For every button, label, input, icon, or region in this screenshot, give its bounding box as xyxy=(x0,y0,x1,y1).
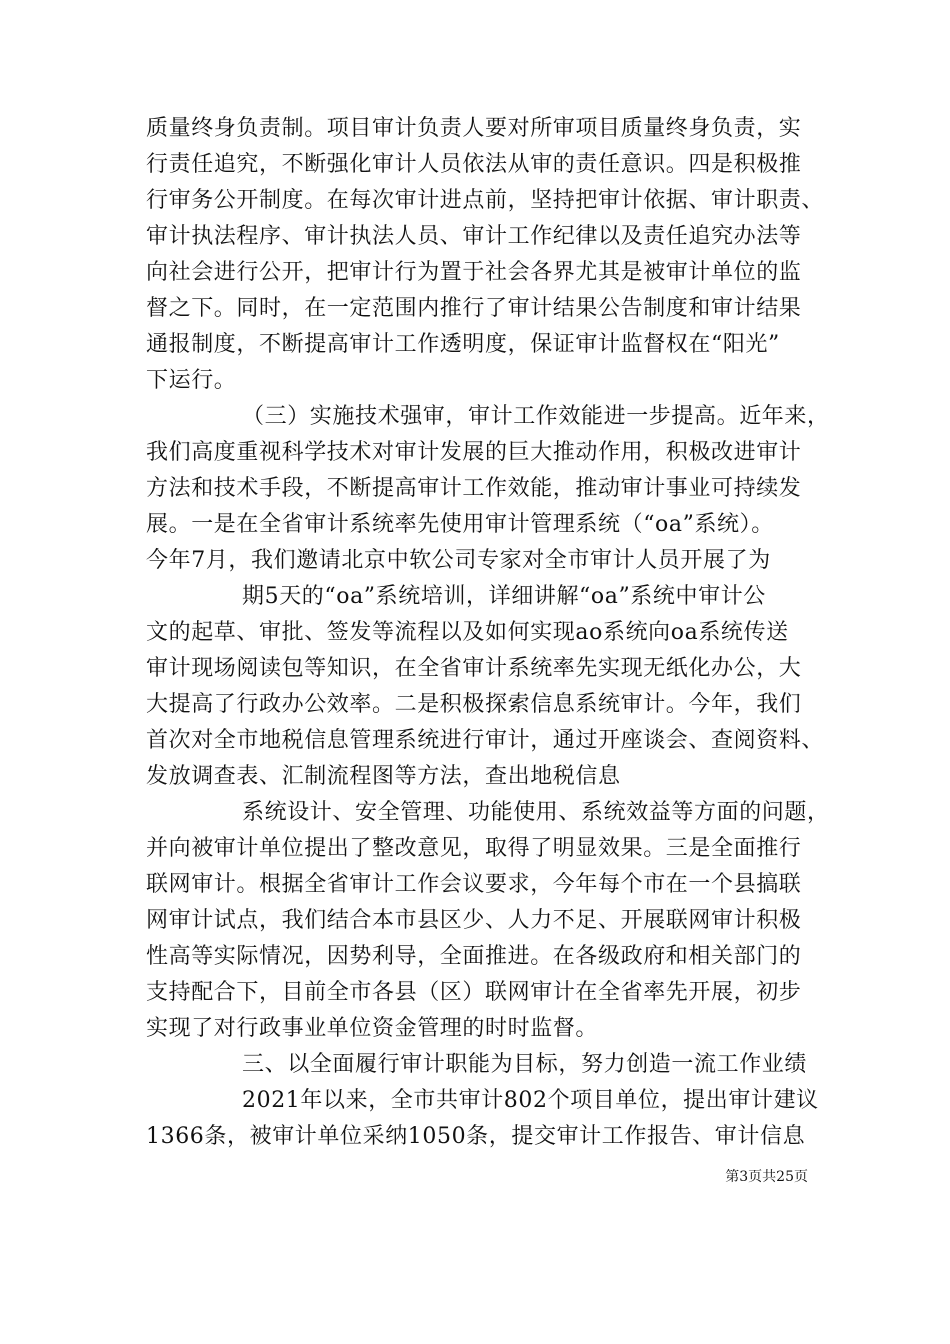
text-line: 性高等实际情况，因势利导，全面推进。在各级政府和相关部门的 xyxy=(146,944,802,969)
section-heading: 三、以全面履行审计职能为目标，努力创造一流工作业绩 xyxy=(242,1052,808,1077)
text-line: 文的起草、审批、签发等流程以及如何实现ao系统向oa系统传送 xyxy=(146,620,789,645)
text-line: 2021年以来，全市共审计802个项目单位，提出审计建议 xyxy=(242,1088,819,1113)
text-line: 实现了对行政事业单位资金管理的时时监督。 xyxy=(146,1016,599,1041)
text-line: 发放调查表、汇制流程图等方法，查出地税信息 xyxy=(146,764,621,789)
text-line: 期5天的“oa”系统培训，详细讲解“oa”系统中审计公 xyxy=(242,584,766,609)
page-number: 第3页共25页 xyxy=(725,1169,808,1185)
text-line: 审计现场阅读包等知识，在全省审计系统率先实现无纸化办公，大 xyxy=(146,656,802,681)
text-line: 支持配合下，目前全市各县（区）联网审计在全省率先开展，初步 xyxy=(146,980,802,1005)
text-line: 行责任追究，不断强化审计人员依法从审的责任意识。四是积极推 xyxy=(146,152,802,177)
text-line: 大提高了行政办公效率。二是积极探索信息系统审计。今年，我们 xyxy=(146,692,802,717)
text-line: 下运行。 xyxy=(146,368,237,393)
text-line: 系统设计、安全管理、功能使用、系统效益等方面的问题， xyxy=(242,800,830,825)
text-line: 首次对全市地税信息管理系统进行审计，通过开座谈会、查阅资料、 xyxy=(146,728,825,753)
text-line: 展。一是在全省审计系统率先使用审计管理系统（“oa”系统）。 xyxy=(146,512,774,537)
text-line: 督之下。同时，在一定范围内推行了审计结果公告制度和审计结果 xyxy=(146,296,802,321)
text-line: 质量终身负责制。项目审计负责人要对所审项目质量终身负责，实 xyxy=(146,116,802,141)
text-line: 通报制度，不断提高审计工作透明度，保证审计监督权在“阳光” xyxy=(146,332,780,357)
text-line: 审计执法程序、审计执法人员、审计工作纪律以及责任追究办法等 xyxy=(146,224,802,249)
text-line: 并向被审计单位提出了整改意见，取得了明显效果。三是全面推行 xyxy=(146,836,802,861)
text-line: 1366条，被审计单位采纳1050条，提交审计工作报告、审计信息 xyxy=(146,1124,806,1149)
text-line: 网审计试点，我们结合本市县区少、人力不足、开展联网审计积极 xyxy=(146,908,802,933)
text-line: 今年7月，我们邀请北京中软公司专家对全市审计人员开展了为 xyxy=(146,548,771,573)
text-line: 联网审计。根据全省审计工作会议要求，今年每个市在一个县搞联 xyxy=(146,872,802,897)
text-line: 方法和技术手段，不断提高审计工作效能，推动审计事业可持续发 xyxy=(146,476,802,501)
text-line: 我们高度重视科学技术对审计发展的巨大推动作用，积极改进审计 xyxy=(146,440,802,465)
section-heading: （三）实施技术强审，审计工作效能进一步提高。近年来， xyxy=(242,404,830,429)
text-line: 向社会进行公开，把审计行为置于社会各界尤其是被审计单位的监 xyxy=(146,260,802,285)
text-line: 行审务公开制度。在每次审计进点前，坚持把审计依据、审计职责、 xyxy=(146,188,825,213)
